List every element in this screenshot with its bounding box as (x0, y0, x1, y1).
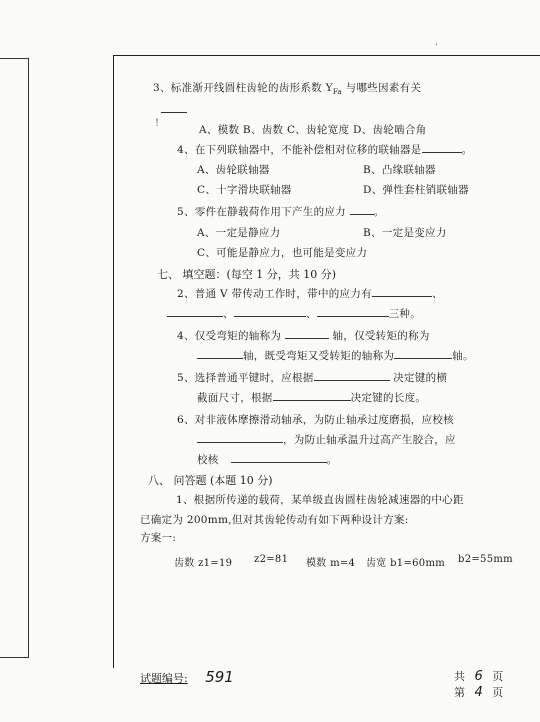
qa-module: 模数 m=4 (306, 558, 356, 569)
q4-stem: 4、在下列联轴器中，不能补偿相对位移的联轴器是 。 (177, 144, 473, 156)
qa-paragraph-1: 1、根据所传递的载荷，某单级直齿圆柱齿轮减速器的中心距 (176, 494, 464, 506)
q5-option-c: C、可能是静应力，也可能是变应力 (197, 247, 368, 259)
q5-option-b: B、一定是变应力 (363, 227, 447, 239)
fill-q5-line2: 截面尺寸，根据 决定键的长度。 (197, 392, 427, 404)
fill-q6-line2: ，为防止轴承温升过高产生胶合，应 (197, 432, 456, 447)
qa-b2: b2=55mm (458, 554, 513, 565)
scan-dot: · (435, 40, 439, 51)
q5-option-a: A、一定是静应力 (197, 227, 281, 239)
q3-options: A、模数 B、齿数 C、齿轮宽度 D、齿轮啮合角 (199, 124, 427, 136)
q4-option-b: B、凸缘联轴器 (363, 164, 436, 176)
q3-answer-blank (161, 102, 187, 116)
page-number: 第 4 页 (454, 685, 504, 700)
q4-option-d: D、弹性套柱销联轴器 (363, 184, 469, 196)
fill-q6-line1: 6、对非液体摩擦滑动轴承，为防止轴承过度磨损，应校核 (177, 414, 454, 426)
previous-page-edge (0, 58, 29, 658)
fill-q4-line2: 轴，既受弯矩又受转矩的轴称为 轴。 (197, 348, 474, 363)
fill-q6-line3: 校核 。 (197, 454, 338, 466)
exam-code: 试题编号: 591 (140, 668, 234, 686)
fill-q4-line1: 4、仅受弯矩的轴称为 轴，仅受转矩的称为 (177, 330, 430, 342)
scan-mark: ! (155, 118, 160, 129)
fill-q2-line2: 、 、 三种。 (167, 306, 421, 321)
q3-stem: 3、标准渐开线圆柱齿轮的齿形系数 $Y_{Fa}$ 与哪些因素有关 (153, 82, 422, 97)
page-total: 共 6 页 (454, 669, 504, 684)
qa-b1: 齿宽 b1=60mm (366, 558, 446, 569)
qa-paragraph-2: 已确定为 200mm,但对其齿轮传动有如下两种设计方案: (140, 514, 409, 526)
qa-scheme-label: 方案一: (140, 532, 177, 544)
q4-option-c: C、十字滑块联轴器 (197, 184, 292, 196)
fill-q2-line1: 2、普通 V 带传动工作时，带中的应力有 、 (177, 288, 443, 300)
qa-z1: 齿数 z1=19 (174, 558, 233, 569)
q5-stem: 5、零件在静载荷作用下产生的应力 。 (177, 206, 385, 218)
section-7-title: 七、 填空题：(每空 1 分，共 10 分) (157, 268, 337, 281)
qa-z2: z2=81 (254, 554, 289, 565)
section-8-title: 八、 问答题 (本题 10 分) (148, 474, 273, 487)
q4-option-a: A、齿轮联轴器 (197, 164, 270, 176)
fill-q5-line1: 5、选择普通平键时，应根据 决定键的横 (177, 372, 448, 384)
